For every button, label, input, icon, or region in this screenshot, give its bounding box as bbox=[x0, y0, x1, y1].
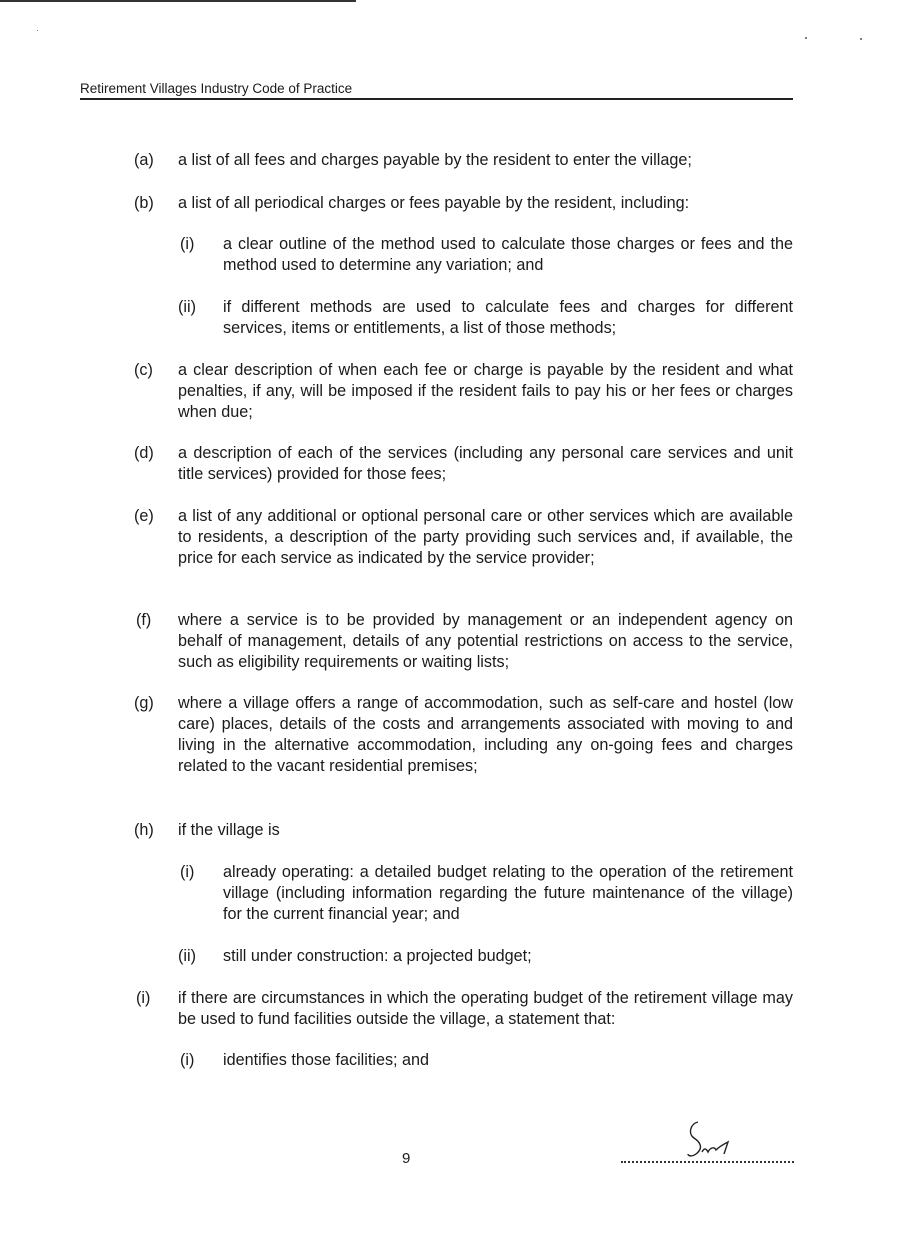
subitem-text: if different methods are used to calculate fees and charges for different services, items or entitlements, a list of those methods; bbox=[223, 298, 793, 337]
item-text: if the village is bbox=[178, 821, 280, 839]
item-label: (d) bbox=[134, 444, 154, 462]
item-text: where a village offers a range of accommodation, such as self-care and hostel (low care) places, details of the costs and arrangements associated with moving to and living in the alternative accommodation, including any on-going fees and charges related to the vacant residential premises; bbox=[178, 694, 793, 775]
item-text: a list of all fees and charges payable by the resident to enter the village; bbox=[178, 151, 692, 169]
running-header: Retirement Villages Industry Code of Practice bbox=[80, 80, 793, 100]
subitem-text: already operating: a detailed budget relating to the operation of the retirement village (including information regarding the future maintenance of the village) for the current financial year; and bbox=[223, 863, 793, 923]
item-label: (i) bbox=[136, 989, 151, 1007]
scan-speck bbox=[805, 37, 807, 39]
subitem-text: still under construction: a projected budget; bbox=[223, 947, 532, 965]
signature-line bbox=[621, 1161, 794, 1163]
signature-initials bbox=[680, 1112, 740, 1162]
subitem-text: a clear outline of the method used to calculate those charges or fees and the method used to determine any variation; and bbox=[223, 235, 793, 274]
item-text: if there are circumstances in which the operating budget of the retirement village may be used to fund facilities outside the village, a statement that: bbox=[178, 989, 793, 1028]
scan-speck bbox=[860, 38, 862, 40]
subitem-text: identifies those facilities; and bbox=[223, 1051, 430, 1069]
item-label: (h) bbox=[134, 821, 154, 839]
item-label: (g) bbox=[134, 694, 154, 712]
item-text: a list of all periodical charges or fees payable by the resident, including: bbox=[178, 194, 690, 212]
page-number: 9 bbox=[402, 1150, 411, 1167]
top-border-line bbox=[0, 0, 356, 2]
item-text: a description of each of the services (including any personal care services and unit title services) provided for those fees; bbox=[178, 444, 793, 483]
subitem-label: (ii) bbox=[178, 947, 196, 965]
subitem-label: (i) bbox=[180, 1051, 195, 1069]
item-label: (b) bbox=[134, 194, 154, 212]
subitem-label: (ii) bbox=[178, 298, 196, 316]
item-label: (e) bbox=[134, 507, 154, 525]
item-label: (f) bbox=[136, 611, 152, 629]
item-label: (c) bbox=[134, 361, 153, 379]
item-text: a clear description of when each fee or charge is payable by the resident and what penalties, if any, will be imposed if the resident fails to pay his or her fees or charges when due; bbox=[178, 361, 793, 421]
subitem-label: (i) bbox=[180, 863, 195, 881]
item-label: (a) bbox=[134, 151, 154, 169]
item-text: where a service is to be provided by management or an independent agency on behalf of management, details of any potential restrictions on access to the service, such as eligibility requirements or waiting lists; bbox=[178, 611, 793, 671]
scan-speck bbox=[37, 30, 38, 31]
item-text: a list of any additional or optional personal care or other services which are available to residents, a description of the party providing such services and, if available, the price for each service as indicated by the service provider; bbox=[178, 507, 793, 567]
subitem-label: (i) bbox=[180, 235, 195, 253]
